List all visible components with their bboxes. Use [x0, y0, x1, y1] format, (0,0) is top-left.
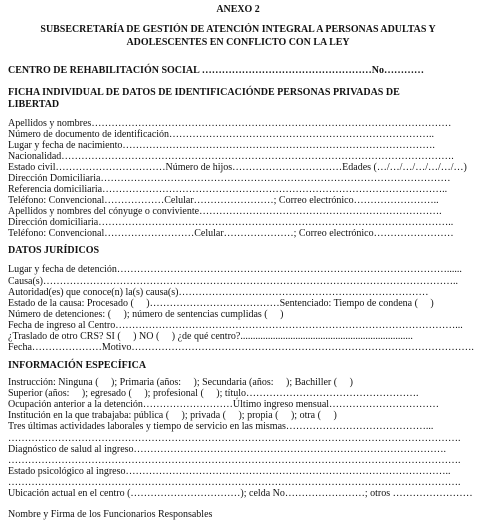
- field-phone: Teléfono: Convencional………………Celular……………………; Correo electrónico……………………..: [8, 195, 439, 206]
- field-transfer: ¿Traslado de otro CRS? SI ( ) NO ( ) ¿de qué centro?.....................................................................: [8, 331, 413, 342]
- field-birth: Lugar y fecha de nacimiento………………………………………………………………………………….: [8, 140, 435, 151]
- field-last-jobs-continued: ……………………………………………………………………………………………………………………….: [8, 433, 461, 444]
- field-workplace: Institución en la que trabajaba: pública ( ); privada ( ); propia ( ); otra ( ): [8, 410, 337, 421]
- field-address-reference: Referencia domiciliaria…………………………………………………………………………………………..: [8, 184, 448, 195]
- field-transfer-date: Fecha…………………Motivo………………………………………………………………………………………….: [8, 342, 474, 353]
- center-line: CENTRO DE REHABILITACIÓN SOCIAL ……………………………………………No…………: [8, 65, 424, 76]
- field-causes: Causa(s)……………………………………………………………………………………………………………..: [8, 276, 458, 287]
- signature-line: Nombre y Firma de los Funcionarios Responsables: [8, 509, 213, 520]
- form-title-line-2: LIBERTAD: [8, 99, 60, 110]
- field-psychological-state-continued: ……………………………………………………………………………………………………………………….: [8, 477, 461, 488]
- form-title-line-1: FICHA INDIVIDUAL DE DATOS DE IDENTIFICACIÓNDE PERSONAS PRIVADAS DE: [8, 87, 400, 98]
- legal-section-title: DATOS JURÍDICOS: [8, 245, 100, 256]
- title-line-2: ADOLESCENTES EN CONFLICTO CON LA LEY: [126, 37, 350, 48]
- field-health-diagnosis: Diagnóstico de salud al ingreso………………………………………………………………………………….: [8, 444, 447, 455]
- field-names: Apellidos y nombres………………………………………………………………………………………………: [8, 118, 452, 129]
- annex-label: ANEXO 2: [216, 4, 260, 15]
- field-psychological-state: Estado psicológico al ingreso……………………………………………………………………………………..: [8, 466, 451, 477]
- field-current-location: Ubicación actual en el centro (……………………………); celda No……………………; otros ……………………: [8, 488, 473, 499]
- field-case-status: Estado de la causa: Procesado ( )…………………………………Sentenciado: Tiempo de condena ( ): [8, 298, 434, 309]
- field-detention-place: Lugar y fecha de detención………………………………………………………………………………………......: [8, 264, 462, 275]
- title-line-1: SUBSECRETARÍA DE GESTIÓN DE ATENCIÓN INTEGRAL A PERSONAS ADULTAS Y: [40, 24, 436, 35]
- field-detentions-count: Número de detenciones: ( ); número de sentencias cumplidas ( ): [8, 309, 284, 320]
- field-previous-occupation: Ocupación anterior a la detención………………………Último ingreso mensual……………………………: [8, 399, 440, 410]
- field-entry-date: Fecha de ingreso al Centro…………………………………………………………………………………………...: [8, 320, 463, 331]
- field-higher-education: Superior (años: ); egresado ( ); profesional ( ); título…………………………………………….: [8, 388, 419, 399]
- field-spouse-name: Apellidos y nombres del cónyuge o conviviente……………………………………………………………….: [8, 206, 442, 217]
- field-id-number: Número de documento de identificación……………………………………………………………………..: [8, 129, 435, 140]
- field-spouse-phone: Teléfono: Convencional………………………Celular…………………; Correo electrónico……………………: [8, 228, 454, 239]
- field-address: Dirección Domiciliaria……………………………………………………………………………………………: [8, 173, 451, 184]
- field-civil-status: Estado civil……………………………Número de hijos……………………………Edades (…/…/…/…/…/…/…): [8, 162, 467, 173]
- field-nationality: Nacionalidad……………………………………………………………………………………………………….: [8, 151, 454, 162]
- field-last-jobs: Tres últimas actividades laborales y tiempo de servicio en las mismas……………………………………...: [8, 421, 434, 432]
- field-education: Instrucción: Ninguna ( ); Primaria (años: ); Secundaria (años: ); Bachiller ( ): [8, 377, 353, 388]
- field-health-diagnosis-continued: ……………………………………………………………………………………………………………………….: [8, 455, 461, 466]
- field-authority: Autoridad(es) que conoce(n) la(s) causa(s)…………………………………………………………………: [8, 287, 429, 298]
- info-section-title: INFORMACIÓN ESPECÍFICA: [8, 360, 147, 371]
- field-spouse-address: Dirección domiciliaria……………………………………………………………………………………………..: [8, 217, 454, 228]
